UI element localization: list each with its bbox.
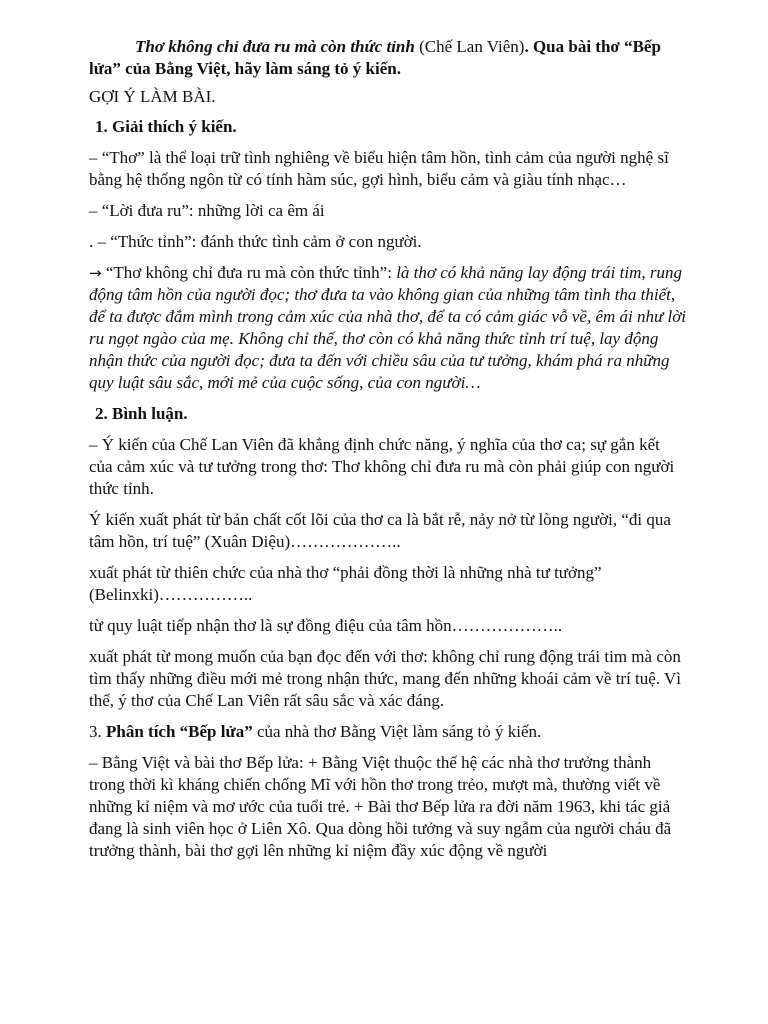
hint-label: GỢI Ý LÀM BÀI. (89, 87, 216, 106)
section-2-paragraph-3: xuất phát từ thiên chức của nhà thơ “phải đồng thời là những nhà tư tưởng” (Belinxki)…………….. (89, 563, 602, 604)
section-2-paragraph-1: – Ý kiến của Chế Lan Viên đã khẳng định chức năng, ý nghĩa của thơ ca; sự gắn kết của cảm xúc và tư tưởng trong thơ: Thơ không chỉ đưa ru mà còn phải giúp con người thức tỉnh. (89, 435, 675, 498)
section-1-heading: 1. Giải thích ý kiến. (95, 117, 237, 136)
section-1-paragraph-4 (89, 262, 687, 394)
section-1-paragraph-1: – “Thơ” là thể loại trữ tình nghiêng về biểu hiện tâm hồn, tình cảm của người nghệ sĩ bằng hệ thống ngôn từ có tính hàm súc, gợi hình, biểu cảm và giàu tính nhạc… (89, 148, 669, 189)
section-2-paragraph-5: xuất phát từ mong muốn của bạn đọc đến với thơ: không chỉ rung động trái tim mà còn tìm thấy những điều mới mẻ trong nhận thức, mang đến những khoái cảm về trí tuệ. Vì thế, ý thơ của Chế Lan Viên rất sâu sắc và xác đáng. (89, 647, 682, 710)
section-3-heading-rest: của nhà thơ Bằng Việt làm sáng tỏ ý kiến. (252, 722, 542, 741)
section-3-heading-bold: Phân tích “Bếp lửa” (106, 722, 253, 741)
prompt-author: (Chế Lan Viên) (414, 37, 525, 56)
section-1-paragraph-2: – “Lời đưa ru”: những lời ca êm ái (89, 201, 325, 220)
document-page (89, 36, 687, 871)
prompt-quote: Thơ không chỉ đưa ru mà còn thức tỉnh (135, 37, 415, 56)
essay-prompt (89, 36, 687, 80)
section-1-paragraph-4-lead: “Thơ không chỉ đưa ru mà còn thức tỉnh”: (101, 263, 397, 282)
section-3-heading (89, 721, 687, 743)
section-1-paragraph-3: . – “Thức tỉnh”: đánh thức tình cảm ở con người. (89, 232, 422, 251)
arrow-right-icon: → (89, 264, 102, 282)
section-3-paragraph-1: – Bằng Việt và bài thơ Bếp lửa: + Bằng Việt thuộc thế hệ các nhà thơ trưởng thành trong thời kì kháng chiến chống Mĩ với hồn thơ trong trẻo, mượt mà, thường viết về những kỉ niệm và mơ ước của tuổi trẻ. + Bài thơ Bếp lửa ra đời năm 1963, khi tác giả đang là sinh viên học ở Liên Xô. Qua dòng hồi tưởng và suy ngẫm của người cháu đã trưởng thành, bài thơ gợi lên những kỉ niệm đầy xúc động về người (89, 753, 672, 860)
section-2-paragraph-4: từ quy luật tiếp nhận thơ là sự đồng điệu của tâm hồn……………….. (89, 616, 563, 635)
section-3-number: 3. (89, 722, 106, 741)
section-2-heading: 2. Bình luận. (95, 404, 188, 423)
prompt-question: . Qua bài thơ “Bếp lửa” của Bằng Việt, hãy làm sáng tỏ ý kiến. (89, 37, 661, 78)
section-1-paragraph-4-italic: là thơ có khả năng lay động trái tim, rung động tâm hồn của người đọc; thơ đưa ta vào không gian của những tâm tình tha thiết, để ta được đắm mình trong cảm xúc của nhà thơ, để ta có cảm giác vỗ về, êm ái như lời ru ngọt ngào của mẹ. Không chỉ thế, thơ còn có khả năng thức tỉnh trí tuệ, lay động nhận thức của người đọc; đưa ta đến với chiều sâu của tư tưởng, khám phá ra những quy luật sâu sắc, mới mẻ của cuộc sống, của con người… (89, 263, 687, 392)
section-2-paragraph-2: Ý kiến xuất phát từ bản chất cốt lõi của thơ ca là bắt rễ, nảy nở từ lòng người, “đi qua tâm hồn, trí tuệ” (Xuân Diệu)……………….. (89, 510, 671, 551)
